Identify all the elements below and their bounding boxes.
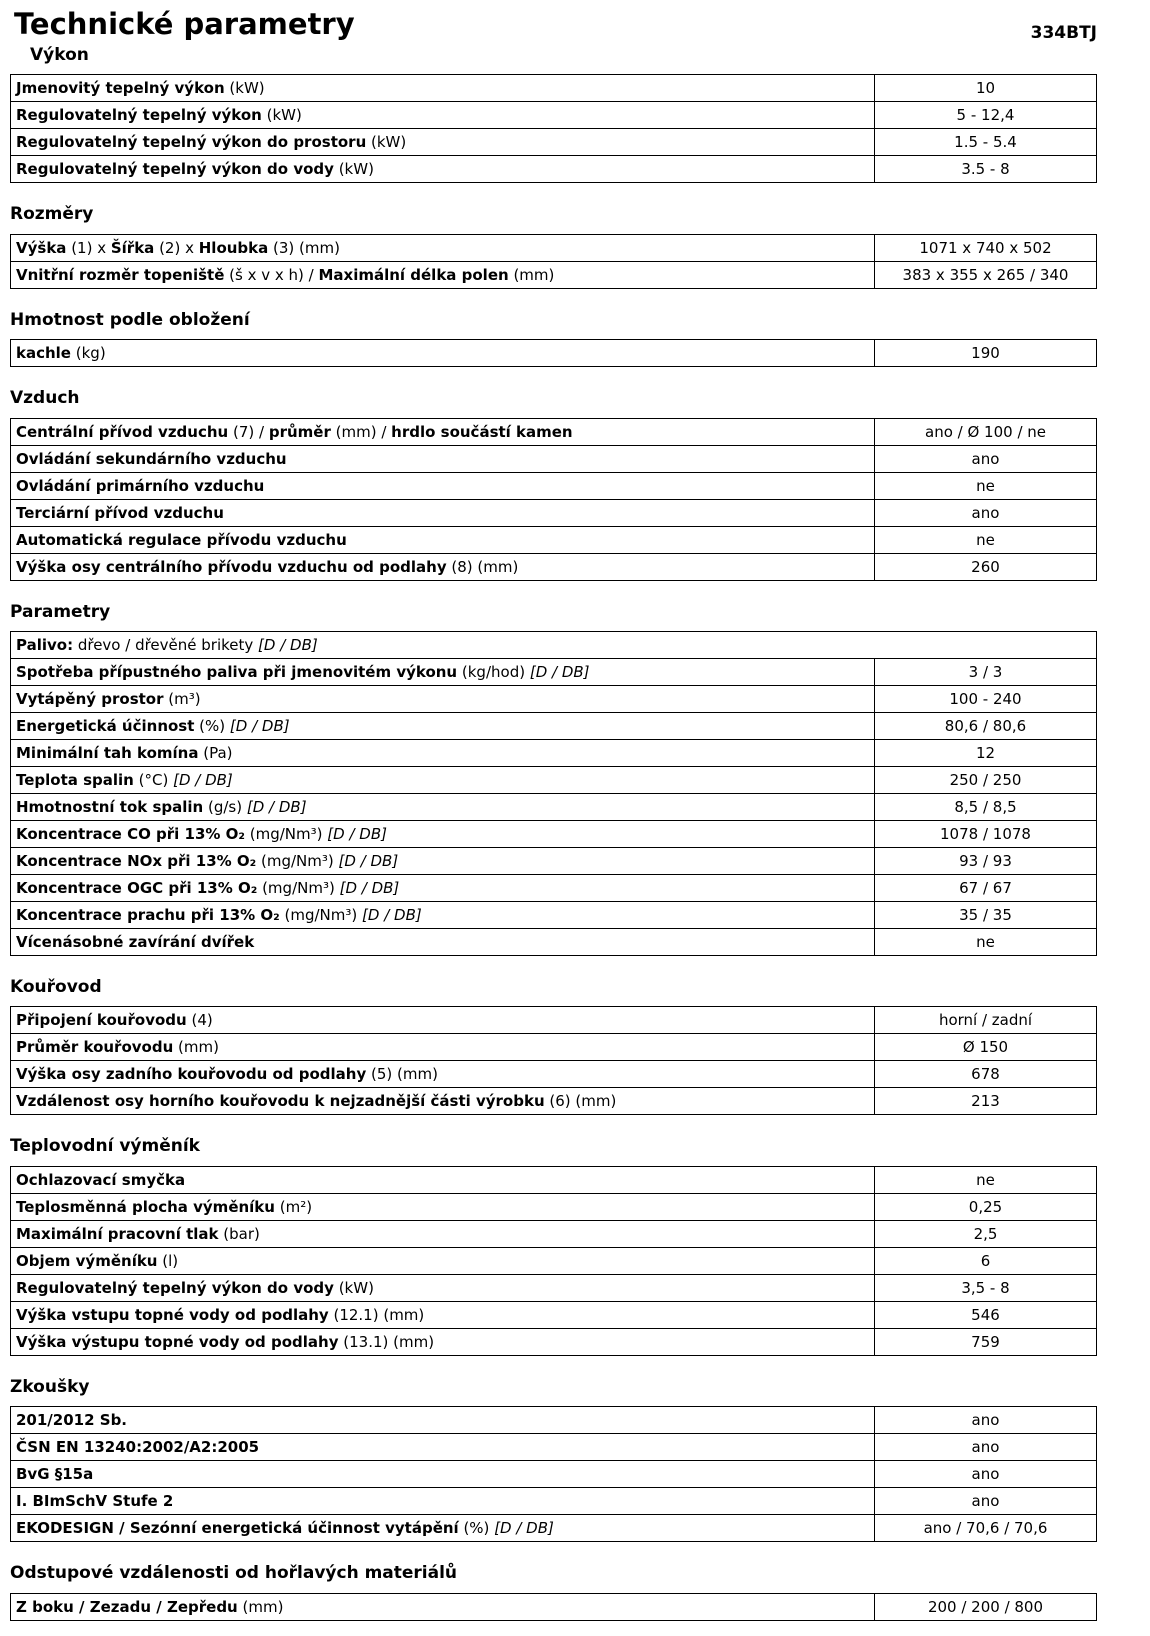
row-label-segment: [D / DB]	[494, 1519, 554, 1538]
row-label	[11, 1301, 875, 1328]
table-row	[11, 472, 1097, 499]
row-label-segment: Z boku / Zezadu / Zepředu	[16, 1597, 238, 1616]
row-value: 100 - 240	[874, 685, 1096, 712]
row-label-segment: Průměr kouřovodu	[16, 1038, 174, 1057]
row-label-segment: 201/2012 Sb.	[16, 1411, 127, 1430]
row-label-segment: (š x v x h) /	[224, 265, 319, 284]
table-row	[11, 445, 1097, 472]
table-row	[11, 526, 1097, 553]
row-value: horní / zadní	[875, 1007, 1097, 1034]
table-row	[11, 847, 1097, 874]
row-label-segment: (mg/Nm³)	[256, 851, 339, 870]
row-label-segment: Vzdálenost osy horního kouřovodu k nejzadnější části výrobku	[16, 1092, 545, 1111]
row-value: 80,6 / 80,6	[874, 712, 1096, 739]
table-row	[11, 820, 1097, 847]
row-label	[11, 685, 875, 712]
row-value: 213	[875, 1088, 1097, 1115]
table-row	[11, 874, 1097, 901]
table-row	[11, 129, 1097, 156]
row-label-segment: [D / DB]	[229, 716, 290, 735]
row-value: 35 / 35	[874, 901, 1096, 928]
row-label	[11, 526, 875, 553]
row-label	[11, 712, 875, 739]
row-label	[11, 1434, 875, 1461]
table-row	[11, 1034, 1097, 1061]
table-row	[11, 1088, 1097, 1115]
section-heading-zkousky: Zkoušky	[10, 1376, 90, 1397]
row-value: 250 / 250	[874, 766, 1096, 793]
row-label-segment: hrdlo součástí kamen	[391, 422, 573, 441]
row-value: ne	[875, 526, 1097, 553]
row-label	[11, 1247, 875, 1274]
row-label	[11, 472, 875, 499]
param-table-vykon	[10, 74, 1097, 183]
table-row	[11, 766, 1097, 793]
param-table-zkousky	[10, 1406, 1097, 1542]
table-row	[11, 1515, 1097, 1542]
row-label-segment: Maximální pracovní tlak	[16, 1224, 219, 1243]
row-value: 2,5	[875, 1220, 1097, 1247]
row-label-segment: (Pa)	[198, 743, 233, 762]
row-label-segment: Koncentrace NOx při 13% O₂	[16, 851, 257, 870]
table-row	[11, 1247, 1097, 1274]
table-row	[11, 739, 1097, 766]
row-label-segment: dřevo / dřevěné brikety	[73, 635, 259, 654]
row-label	[11, 1088, 875, 1115]
row-label-segment: Minimální tah komína	[16, 743, 199, 762]
row-label	[11, 1007, 875, 1034]
row-label	[11, 631, 1097, 658]
row-value: ne	[875, 472, 1097, 499]
row-label	[11, 766, 875, 793]
row-label-segment: Maximální délka polen	[318, 265, 509, 284]
row-label-segment: Teplota spalin	[16, 770, 134, 789]
section-heading-odstupove-vzdalenosti: Odstupové vzdálenosti od hořlavých materiálů	[10, 1563, 458, 1584]
row-label-segment: kachle	[16, 344, 71, 363]
section-odstupove-vzdalenosti	[10, 1563, 1097, 1620]
table-row	[11, 156, 1097, 183]
row-value: 0,25	[875, 1193, 1097, 1220]
param-table-kourovod	[10, 1006, 1097, 1115]
table-row	[11, 685, 1097, 712]
row-label-segment: Vícenásobné zavírání dvířek	[16, 932, 255, 951]
row-label-segment: Vnitřní rozměr topeniště	[16, 265, 225, 284]
section-heading-parametry: Parametry	[10, 601, 111, 622]
row-label	[11, 129, 875, 156]
table-row	[11, 1166, 1097, 1193]
table-row	[11, 712, 1097, 739]
row-label	[11, 1166, 875, 1193]
row-label	[11, 553, 875, 580]
section-heading-kourovod: Kouřovod	[10, 976, 102, 997]
row-label	[11, 1515, 875, 1542]
sections-container	[10, 45, 1097, 1621]
row-label	[11, 1488, 875, 1515]
row-label-segment: (mg/Nm³)	[279, 905, 363, 924]
model-code-badge: 334BTJ	[1030, 23, 1097, 43]
row-label	[11, 340, 875, 367]
section-heading-hmotnost: Hmotnost podle obložení	[10, 309, 250, 330]
row-label-segment: [D / DB]	[339, 878, 400, 897]
section-hmotnost	[10, 310, 1097, 367]
row-value: ano / 70,6 / 70,6	[875, 1515, 1097, 1542]
row-label-segment: (4)	[186, 1011, 213, 1030]
row-label-segment: (%)	[458, 1519, 495, 1538]
row-value: ano	[875, 445, 1097, 472]
param-table-parametry	[10, 631, 1097, 956]
row-label	[11, 874, 875, 901]
row-label-segment: Koncentrace prachu při 13% O₂	[16, 905, 280, 924]
row-label-segment: Výška	[16, 238, 67, 257]
section-kourovod	[10, 977, 1097, 1115]
row-value: 1.5 - 5.4	[875, 129, 1097, 156]
row-label-segment: Palivo:	[16, 635, 74, 654]
row-label	[11, 658, 875, 685]
row-value: 260	[875, 553, 1097, 580]
section-teplovodni-vymenik	[10, 1136, 1097, 1355]
row-label-segment: (m²)	[274, 1197, 313, 1216]
row-value: ano	[875, 1488, 1097, 1515]
row-label-segment: (mm)	[237, 1597, 284, 1616]
row-label-segment: (kg/hod)	[457, 662, 530, 681]
table-row	[11, 1220, 1097, 1247]
row-label-segment: I. BImSchV Stufe 2	[16, 1492, 174, 1511]
row-label	[11, 234, 875, 261]
row-label-segment: Automatická regulace přívodu vzduchu	[16, 530, 347, 549]
table-row	[11, 631, 1097, 658]
row-value: 3 / 3	[874, 658, 1096, 685]
table-row	[11, 1434, 1097, 1461]
table-row	[11, 1193, 1097, 1220]
row-label-segment: (7) /	[228, 422, 269, 441]
row-label	[11, 820, 875, 847]
table-row	[11, 901, 1097, 928]
row-label	[11, 1593, 875, 1620]
row-label-segment: Ovládání primárního vzduchu	[16, 476, 265, 495]
row-label-segment: Výška výstupu topné vody od podlahy	[16, 1332, 339, 1351]
table-row	[11, 553, 1097, 580]
row-label-segment: (mg/Nm³)	[257, 878, 340, 897]
row-label-segment: Regulovatelný tepelný výkon do vody	[16, 160, 334, 179]
row-value: 546	[875, 1301, 1097, 1328]
row-label-segment: (kW)	[366, 133, 407, 152]
row-label-segment: (13.1) (mm)	[338, 1332, 435, 1351]
row-label-segment: (kW)	[333, 1278, 374, 1297]
row-label-segment: (mm) /	[330, 422, 392, 441]
row-label	[11, 1220, 875, 1247]
row-label-segment: (l)	[157, 1251, 179, 1270]
row-label	[11, 928, 875, 955]
row-label	[11, 1461, 875, 1488]
row-label-segment: (12.1) (mm)	[328, 1305, 425, 1324]
row-label-segment: (°C)	[133, 770, 174, 789]
row-label	[11, 1328, 875, 1355]
row-value: ano	[875, 1407, 1097, 1434]
row-label-segment: (m³)	[163, 689, 201, 708]
section-heading-rozmery: Rozměry	[10, 204, 94, 225]
row-label-segment: Centrální přívod vzduchu	[16, 422, 229, 441]
row-label	[11, 102, 875, 129]
row-label-segment: Energetická účinnost	[16, 716, 195, 735]
page-header	[10, 8, 1097, 43]
row-label-segment: [D / DB]	[258, 635, 318, 654]
row-label	[11, 499, 875, 526]
page-title: Technické parametry	[14, 7, 355, 41]
row-label	[11, 1193, 875, 1220]
row-label	[11, 75, 875, 102]
row-label-segment: (mm)	[173, 1038, 219, 1057]
row-value: 383 x 355 x 265 / 340	[875, 261, 1097, 288]
row-value: 1078 / 1078	[874, 820, 1096, 847]
row-label-segment: Hloubka	[198, 238, 269, 257]
row-label-segment: (mg/Nm³)	[245, 824, 328, 843]
row-value: 678	[875, 1061, 1097, 1088]
row-value: ano	[875, 1434, 1097, 1461]
param-table-hmotnost	[10, 339, 1097, 367]
row-label-segment: [D / DB]	[327, 824, 387, 843]
row-label-segment: Výška osy centrálního přívodu vzduchu od podlahy	[16, 557, 447, 576]
row-label-segment: (bar)	[218, 1224, 260, 1243]
row-label	[11, 445, 875, 472]
section-zkousky	[10, 1377, 1097, 1542]
section-heading-vykon: Výkon	[30, 45, 89, 65]
row-label-segment: Výška osy zadního kouřovodu od podlahy	[16, 1065, 367, 1084]
row-label	[11, 793, 875, 820]
row-value: 8,5 / 8,5	[874, 793, 1096, 820]
row-label	[11, 1407, 875, 1434]
row-label-segment: Hmotnostní tok spalin	[16, 797, 204, 816]
row-label-segment: Koncentrace OGC při 13% O₂	[16, 878, 258, 897]
row-label-segment: (kW)	[261, 106, 302, 125]
row-label-segment: Objem výměníku	[16, 1251, 158, 1270]
row-label-segment: Regulovatelný tepelný výkon do vody	[16, 1278, 334, 1297]
row-value: 6	[875, 1247, 1097, 1274]
row-label-segment: BvG §15a	[16, 1465, 94, 1484]
param-table-teplovodni-vymenik	[10, 1166, 1097, 1356]
param-table-odstupove-vzdalenosti	[10, 1593, 1097, 1621]
row-label-segment: (kW)	[224, 79, 265, 98]
row-label-segment: Jmenovitý tepelný výkon	[16, 79, 225, 98]
table-row	[11, 1488, 1097, 1515]
row-value: 67 / 67	[874, 874, 1096, 901]
row-value: 5 - 12,4	[875, 102, 1097, 129]
row-label-segment: (1) x	[66, 238, 111, 257]
row-value: 190	[875, 340, 1097, 367]
table-row	[11, 1328, 1097, 1355]
table-row	[11, 1461, 1097, 1488]
row-label-segment: (g/s)	[203, 797, 247, 816]
row-value: ano	[875, 1461, 1097, 1488]
row-label	[11, 156, 875, 183]
row-label	[11, 261, 875, 288]
row-label-segment: (%)	[194, 716, 230, 735]
table-row	[11, 1061, 1097, 1088]
row-label-segment: Regulovatelný tepelný výkon	[16, 106, 262, 125]
param-table-rozmery	[10, 234, 1097, 289]
row-label-segment: (3) (mm)	[268, 238, 340, 257]
row-value: Ø 150	[875, 1034, 1097, 1061]
param-table-vzduch	[10, 418, 1097, 581]
table-row	[11, 1593, 1097, 1620]
row-value: 3.5 - 8	[875, 156, 1097, 183]
table-row	[11, 1301, 1097, 1328]
row-label	[11, 901, 875, 928]
section-parametry	[10, 602, 1097, 956]
row-value: 93 / 93	[874, 847, 1096, 874]
table-row	[11, 1274, 1097, 1301]
table-row	[11, 1407, 1097, 1434]
table-row	[11, 418, 1097, 445]
row-value: ne	[875, 1166, 1097, 1193]
row-label-segment: (mm)	[508, 265, 555, 284]
row-label	[11, 847, 875, 874]
table-row	[11, 102, 1097, 129]
table-row	[11, 928, 1097, 955]
table-row	[11, 234, 1097, 261]
row-value: ne	[874, 928, 1096, 955]
row-value: ano	[875, 499, 1097, 526]
section-vykon	[10, 45, 1097, 183]
table-row	[11, 1007, 1097, 1034]
row-label-segment: (6) (mm)	[544, 1092, 617, 1111]
row-label	[11, 1034, 875, 1061]
row-label	[11, 739, 875, 766]
row-label-segment: Ochlazovací smyčka	[16, 1170, 186, 1189]
row-label-segment: Připojení kouřovodu	[16, 1011, 187, 1030]
row-value: 12	[874, 739, 1096, 766]
row-label-segment: Spotřeba přípustného paliva při jmenovitém výkonu	[16, 662, 458, 681]
row-label-segment: [D / DB]	[338, 851, 399, 870]
row-label-segment: (8) (mm)	[446, 557, 519, 576]
row-label-segment: (kW)	[333, 160, 374, 179]
row-label-segment: Teplosměnná plocha výměníku	[16, 1197, 275, 1216]
section-heading-vzduch: Vzduch	[10, 388, 80, 409]
row-label-segment: Vytápěný prostor	[16, 689, 164, 708]
table-row	[11, 499, 1097, 526]
row-label	[11, 418, 875, 445]
row-value: 759	[875, 1328, 1097, 1355]
row-label-segment: (5) (mm)	[366, 1065, 438, 1084]
row-value: 10	[875, 75, 1097, 102]
table-row	[11, 658, 1097, 685]
row-label	[11, 1274, 875, 1301]
row-label-segment: ČSN EN 13240:2002/A2:2005	[16, 1438, 260, 1457]
section-rozmery	[10, 204, 1097, 288]
row-label-segment: Terciární přívod vzduchu	[16, 503, 224, 522]
table-row	[11, 340, 1097, 367]
row-label-segment: (2) x	[154, 238, 199, 257]
row-label-segment: Koncentrace CO při 13% O₂	[16, 824, 245, 843]
row-label-segment: [D / DB]	[173, 770, 233, 789]
row-value: 200 / 200 / 800	[875, 1593, 1097, 1620]
table-row	[11, 261, 1097, 288]
row-label	[11, 1061, 875, 1088]
table-row	[11, 75, 1097, 102]
row-label-segment: [D / DB]	[529, 662, 590, 681]
row-label-segment: [D / DB]	[246, 797, 307, 816]
row-label-segment: Ovládání sekundárního vzduchu	[16, 449, 287, 468]
table-row	[11, 793, 1097, 820]
row-value: ano / Ø 100 / ne	[875, 418, 1097, 445]
row-label-segment: Šířka	[110, 238, 155, 257]
row-label-segment: Regulovatelný tepelný výkon do prostoru	[16, 133, 367, 152]
section-heading-teplovodni-vymenik: Teplovodní výměník	[10, 1136, 200, 1157]
row-value: 1071 x 740 x 502	[875, 234, 1097, 261]
row-label-segment: EKODESIGN / Sezónní energetická účinnost vytápění	[16, 1519, 459, 1538]
row-label-segment: Výška vstupu topné vody od podlahy	[16, 1305, 329, 1324]
row-label-segment: [D / DB]	[362, 905, 422, 924]
row-label-segment: průměr	[268, 422, 331, 441]
section-vzduch	[10, 388, 1097, 580]
row-value: 3,5 - 8	[875, 1274, 1097, 1301]
row-label-segment: (kg)	[70, 344, 106, 363]
